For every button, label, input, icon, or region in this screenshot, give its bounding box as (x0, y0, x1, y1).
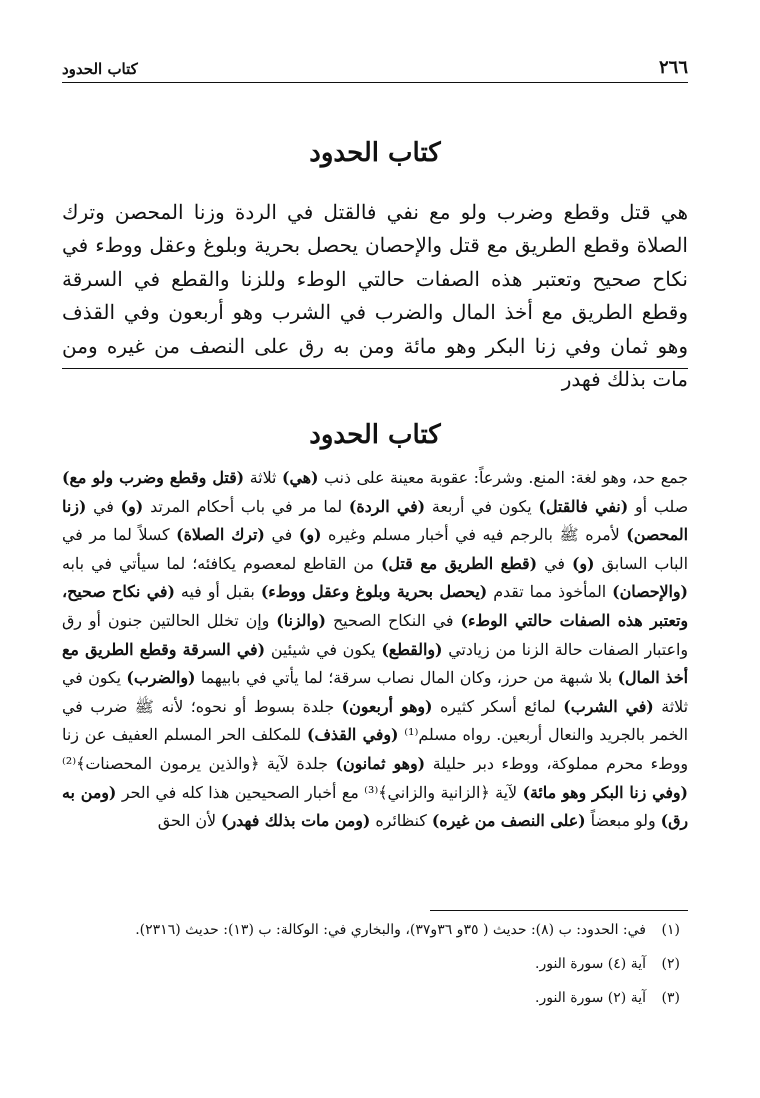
matn-lemma: (يحصل بحرية وبلوغ وعقل ووطء) (260, 582, 488, 602)
commentary-text: كسلاً لما مر في الباب السابق (62, 525, 689, 573)
commentary-text: بقبل أو فيه (174, 582, 261, 602)
matn-lemma: (في السرقة وقطع الطريق مع أخذ المال) (62, 639, 688, 688)
matn-lemma: (وهو أربعون) (341, 696, 433, 716)
commentary-text: لمائع أسكر كثيره (432, 696, 564, 716)
commentary-text: لأمره ﷺ بالرجم فيه في أخبار مسلم وغيره (321, 525, 627, 545)
commentary-text: لآية ﴿الزانية والزاني﴾ (378, 782, 523, 802)
matn-lemma: (والزنا) (276, 610, 326, 630)
footnote-divider (430, 910, 688, 911)
commentary-text: للمكلف الحر المسلم العفيف عن زنا ووطء محرم مملوكة، ووطء دبر حليلة (62, 725, 688, 773)
commentary-text: كنظائره (370, 811, 432, 831)
matn-lemma: (ومن مات بذلك فهدر) (221, 811, 371, 831)
matn-lemma: (و) (298, 525, 322, 545)
commentary-text: لأن الحق (157, 811, 222, 831)
matn-lemma: (في الردة) (348, 496, 426, 516)
sharh-title: كتاب الحدود (309, 420, 441, 450)
footnote-ref: ⁽²⁾ (62, 753, 77, 773)
matn-lemma: (هي) (281, 468, 319, 487)
commentary-text: وإن تخلل الحالتين جنون أو رق واعتبار الصفات حالة الزنا من زيادتي (62, 610, 688, 659)
commentary-text: المأخوذ مما تقدم (487, 582, 613, 602)
matn-lemma: (ترك الصلاة) (176, 525, 265, 545)
commentary-text: جمع حد، وهو لغة: المنع. وشرعاً: عقوبة معينة على ذنب (318, 468, 689, 487)
commentary-text: جلدة لآية ﴿والذين يرمون المحصنات﴾ (76, 753, 336, 773)
matn-lemma: (وفي القذف) (306, 725, 399, 745)
header-divider (62, 82, 688, 83)
sharh-text (62, 464, 688, 836)
footnote-text: آية (٢) سورة النور. (535, 990, 646, 1006)
matn-lemma: (نفي فالقتل) (538, 496, 629, 516)
commentary-text: يكون في أربعة (425, 496, 539, 516)
footnote-ref: ⁽³⁾ (364, 782, 379, 802)
footnote-number: (١) (661, 922, 680, 938)
footnote-number: (٣) (661, 990, 680, 1006)
matn-lemma: (قطع الطريق مع قتل) (380, 553, 538, 573)
running-title: كتاب الحدود (62, 60, 138, 78)
section-divider (62, 368, 688, 369)
footnote-text: آية (٤) سورة النور. (535, 956, 646, 972)
footnote-ref: ⁽¹⁾ (404, 725, 419, 745)
footnote-text: في: الحدود: ب (٨): حديث ( ٣٥و ٣٦و٣٧)، والبخاري في: الوكالة: ب (١٣): حديث (٢٣١٦). (135, 922, 646, 938)
matn-text: هي قتل وقطع وضرب ولو مع نفي فالقتل في الردة وزنا المحصن وترك الصلاة وقطع الطريق مع قتل والإحصان يحصل بحرية وبلوغ وعقل ووطء في نكاح صحيح وتعتبر هذه الصفات حالتي الوطء وللزنا والقطع في السرقة وقطع الطريق مع أخذ المال والضرب في الشرب وهو أربعون وفي القذف وهو ثمان وفي زنا البكر وهو مائة ومن به رق على النصف من غيره ومن مات بذلك فهدر (62, 200, 688, 392)
commentary-text: في (264, 525, 299, 545)
matn-lemma: (على النصف من غيره) (431, 811, 586, 831)
commentary-text: بلا شبهة من حرز، وكان المال نصاب سرقة؛ لما يأتي في بابيهما (195, 668, 618, 688)
matn-lemma: (في نكاح صحيح، وتعتبر هذه الصفات حالتي الوطء) (62, 582, 688, 630)
commentary-text: مع أخبار الصحيحين هذا كله في الحر (116, 782, 365, 802)
footnote-item (62, 918, 680, 942)
matn-lemma: (قتل وقطع وضرب ولو مع) (62, 468, 245, 487)
matn-lemma: (في الشرب) (563, 696, 654, 716)
footnote-item (62, 952, 680, 976)
matn-lemma: (ومن به رق) (62, 782, 688, 831)
commentary-text: ثلاثة (244, 468, 282, 487)
matn-lemma: (وهو ثمانون) (335, 753, 426, 773)
commentary-text: في (537, 553, 572, 573)
commentary-text: من القاطع لمعصوم يكافئه؛ لما سيأتي في بابه (62, 553, 381, 573)
commentary-text: صلب أو (628, 496, 688, 516)
matn-lemma: (وفي زنا البكر وهو مائة) (522, 782, 688, 802)
matn-lemma: (و) (571, 553, 595, 573)
matn-title: كتاب الحدود (309, 138, 441, 168)
commentary-text: يكون في ثلاثة (62, 668, 688, 716)
commentary-text: يكون في شيئين (265, 639, 382, 659)
commentary-text: ولو مبعضاً (585, 811, 661, 831)
footnote-item (62, 986, 680, 1010)
footnote-number: (٢) (661, 956, 680, 972)
page-number: ٢٦٦ (658, 57, 688, 78)
matn-lemma: (و) (120, 496, 144, 516)
matn-lemma: (والقطع) (381, 639, 443, 659)
commentary-text: جلدة بسوط أو نحوه؛ لأنه ﷺ ضرب في الخمر بالجريد والنعال أربعين. رواه مسلم (62, 696, 688, 745)
matn-lemma: (والضرب) (126, 668, 196, 688)
running-header (62, 46, 688, 78)
footnotes (62, 918, 680, 1020)
matn-lemma: (زنا المحصن) (62, 496, 688, 545)
commentary-text: في النكاح الصحيح (325, 610, 461, 630)
commentary-text: لما مر في باب أحكام المرتد (143, 496, 349, 516)
matn-lemma: (والإحصان) (612, 582, 688, 602)
commentary-text: في (86, 496, 121, 516)
